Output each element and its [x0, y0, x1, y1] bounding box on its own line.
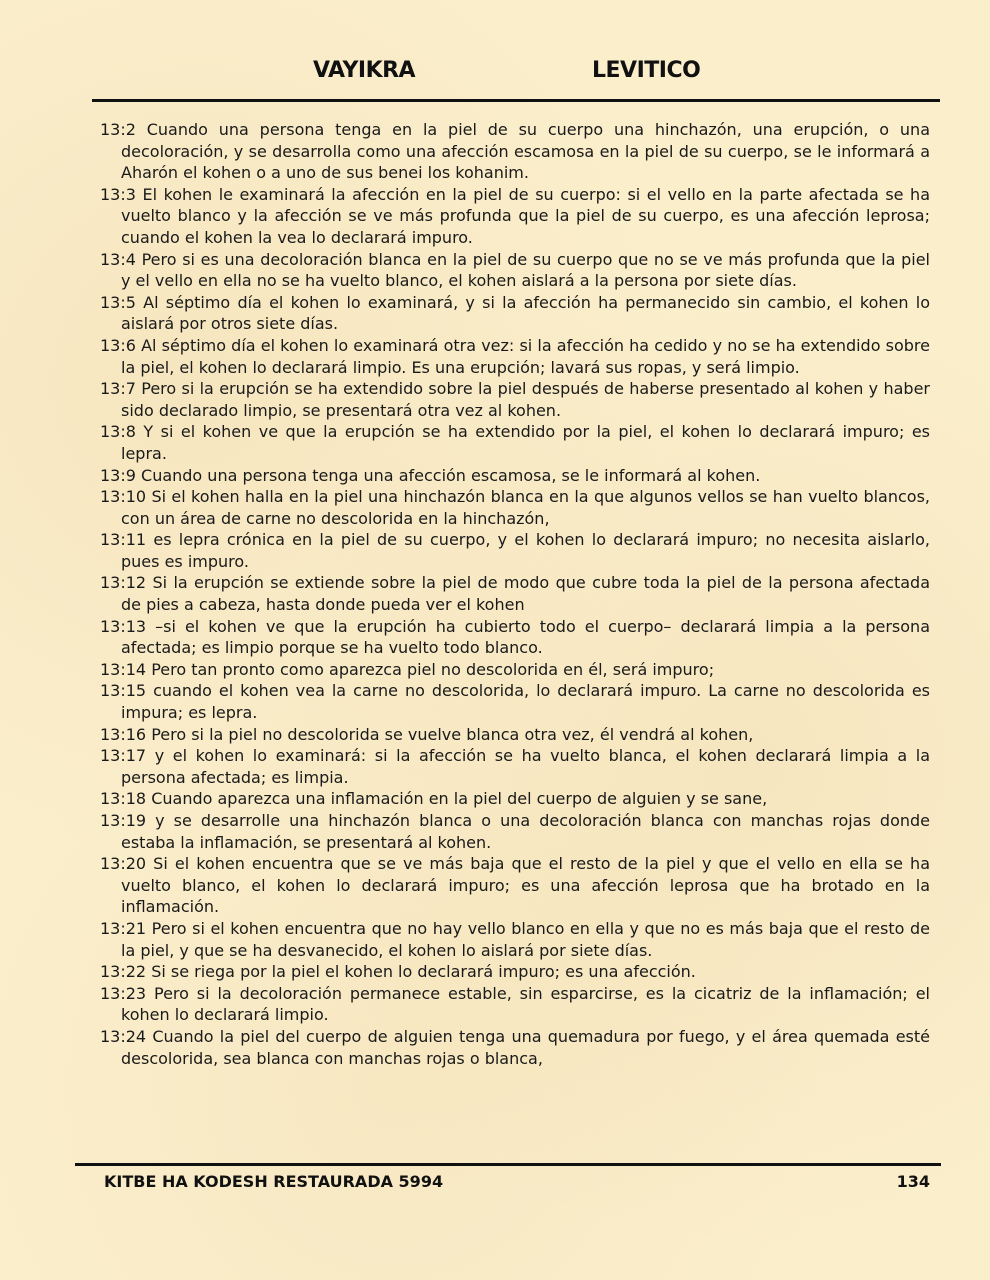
verse-list [100, 119, 930, 1069]
verse: 13:17 y el kohen lo examinará: si la afección se ha vuelto blanca, el kohen declarará limpia a la persona afectada; es limpia. [100, 746, 930, 787]
book-name-hebrew: VAYIKRA [313, 58, 416, 83]
verse: 13:10 Si el kohen halla en la piel una hinchazón blanca en la que algunos vellos se han vuelto blancos, con un área de carne no descolorida en la hinchazón, [100, 487, 930, 528]
verse: 13:21 Pero si el kohen encuentra que no hay vello blanco en ella y que no es más baja que el resto de la piel, y que se ha desvanecido, el kohen lo aislará por siete días. [100, 918, 930, 960]
verse: 13:23 Pero si la decoloración permanece estable, sin esparcirse, es la cicatriz de la inflamación; el kohen lo declarará limpio. [100, 983, 930, 1025]
verse: 13:15 cuando el kohen vea la carne no descolorida, lo declarará impuro. La carne no descolorida es impura; es lepra. [100, 681, 930, 723]
verse: 13:14 Pero tan pronto como aparezca piel no descolorida en él, será impuro; [100, 659, 715, 679]
verse: 13:11 es lepra crónica en la piel de su cuerpo, y el kohen lo declarará impuro; no necesita aislarlo, pues es impuro. [100, 530, 930, 571]
footer-rule [75, 1163, 941, 1166]
verse: 13:9 Cuando una persona tenga una afección escamosa, se le informará al kohen. [100, 465, 761, 485]
verse: 13:5 Al séptimo día el kohen lo examinará, y si la afección ha permanecido sin cambio, el kohen lo aislará por otros siete días. [100, 292, 930, 334]
verse: 13:13 –si el kohen ve que la erupción ha cubierto todo el cuerpo– declarará limpia a la persona afectada; es limpio porque se ha vuelto todo blanco. [100, 616, 930, 658]
verse: 13:20 Si el kohen encuentra que se ve más baja que el resto de la piel y que el vello en ella se ha vuelto blanco, el kohen lo declarará impuro; es una afección leprosa que ha brotado en la inflamación. [100, 854, 930, 917]
verse: 13:18 Cuando aparezca una inflamación en la piel del cuerpo de alguien y se sane, [100, 789, 768, 809]
verse: 13:19 y se desarrolle una hinchazón blanca o una decoloración blanca con manchas rojas donde estaba la inflamación, se presentará al kohen. [100, 811, 930, 852]
verse: 13:24 Cuando la piel del cuerpo de alguien tenga una quemadura por fuego, y el área quemada esté descolorida, sea blanca con manchas rojas o blanca, [100, 1026, 930, 1068]
verse: 13:8 Y si el kohen ve que la erupción se ha extendido por la piel, el kohen lo declarará impuro; es lepra. [100, 422, 930, 463]
verse: 13:22 Si se riega por la piel el kohen lo declarará impuro; es una afección. [100, 962, 696, 982]
book-name-spanish: LEVITICO [592, 58, 701, 83]
verse: 13:6 Al séptimo día el kohen lo examinará otra vez: si la afección ha cedido y no se ha extendido sobre la piel, el kohen lo declarará limpio. Es una erupción; lavará sus ropas, y será limpio. [100, 335, 930, 377]
verse: 13:7 Pero si la erupción se ha extendido sobre la piel después de haberse presentado al kohen y haber sido declarado limpio, se presentará otra vez al kohen. [100, 379, 930, 420]
header-rule [92, 99, 940, 102]
verse: 13:2 Cuando una persona tenga en la piel de su cuerpo una hinchazón, una erupción, o una decoloración, y se desarrolla como una afección escamosa en la piel de su cuerpo, se le informará a Aharón el kohen o a uno de sus benei los kohanim. [100, 120, 930, 183]
verse: 13:3 El kohen le examinará la afección en la piel de su cuerpo: si el vello en la parte afectada se ha vuelto blanco y la afección se ve más profunda que la piel de su cuerpo, es una afección leprosa; cuando el kohen la vea lo declarará impuro. [100, 184, 930, 247]
page-header [0, 58, 990, 90]
verse: 13:4 Pero si es una decoloración blanca en la piel de su cuerpo que no se ve más profunda que la piel y el vello en ella no se ha vuelto blanco, el kohen aislará a la persona por siete días. [100, 249, 930, 291]
verse: 13:12 Si la erupción se extiende sobre la piel de modo que cubre toda la piel de la persona afectada de pies a cabeza, hasta donde pueda ver el kohen [100, 573, 930, 615]
page-number: 134 [896, 1172, 930, 1191]
footer-title: KITBE HA KODESH RESTAURADA 5994 [104, 1172, 444, 1191]
verse: 13:16 Pero si la piel no descolorida se vuelve blanca otra vez, él vendrá al kohen, [100, 724, 754, 744]
